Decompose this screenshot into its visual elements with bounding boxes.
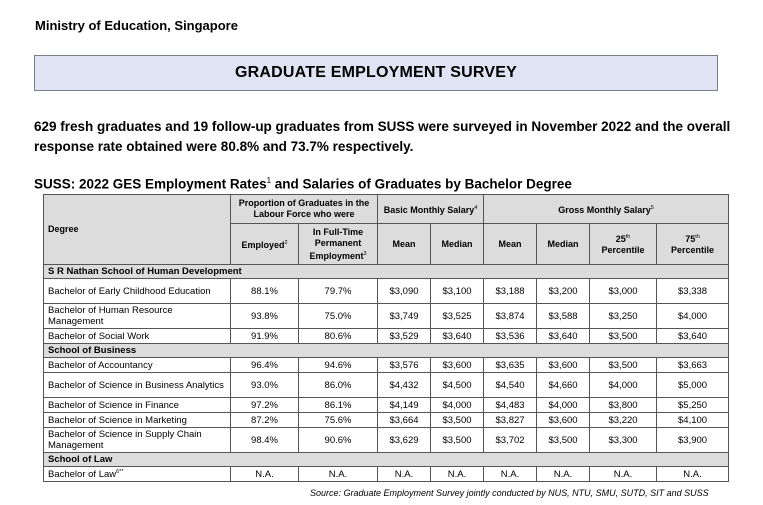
survey-title-banner (34, 55, 718, 91)
header-basic-mean: Mean (378, 224, 431, 265)
basic-median: N.A. (431, 467, 484, 482)
header-75th-number: 75 (685, 234, 696, 244)
degree-footnote: 6** (116, 469, 124, 476)
percentile-75: N.A. (657, 467, 729, 482)
header-full-time (299, 224, 378, 265)
header-75th-label: Percentile (671, 245, 715, 255)
gross-mean: $3,702 (484, 428, 537, 453)
basic-mean: $3,749 (378, 304, 431, 329)
degree-name (44, 304, 231, 329)
employed-rate: 93.0% (231, 373, 299, 398)
survey-title: GRADUATE EMPLOYMENT SURVEY (235, 64, 517, 81)
basic-median: $4,500 (431, 373, 484, 398)
degree-name (44, 467, 231, 482)
full-time-rate: 90.6% (299, 428, 378, 453)
percentile-25: $3,300 (590, 428, 657, 453)
table-row (44, 279, 729, 304)
header-employed-footnote: 2 (284, 239, 288, 246)
degree-name-text: Bachelor of Science in Finance (48, 399, 179, 411)
header-employed-text: Employed (241, 239, 285, 250)
basic-mean: $4,432 (378, 373, 431, 398)
school-header-row (44, 344, 729, 358)
table-caption-text: SUSS: 2022 GES Employment Rates (34, 176, 267, 192)
header-proportion: Proportion of Graduates in the Labour Force who were (231, 195, 378, 224)
header-basic-salary-text: Basic Monthly Salary (383, 204, 475, 215)
header-basic-salary (378, 195, 484, 224)
percentile-25: $3,220 (590, 413, 657, 428)
degree-name (44, 358, 231, 373)
percentile-25: $4,000 (590, 373, 657, 398)
percentile-75: $4,100 (657, 413, 729, 428)
percentile-25: $3,000 (590, 279, 657, 304)
header-employed (231, 224, 299, 265)
table-caption-footnote: 1 (266, 176, 272, 185)
employed-rate: 98.4% (231, 428, 299, 453)
gross-mean: $3,635 (484, 358, 537, 373)
percentile-75: $3,338 (657, 279, 729, 304)
header-gross-mean: Mean (484, 224, 537, 265)
organization-name: Ministry of Education, Singapore (35, 18, 238, 33)
header-gross-median: Median (537, 224, 590, 265)
table-caption (34, 176, 572, 192)
basic-mean: $4,149 (378, 398, 431, 413)
gross-median: N.A. (537, 467, 590, 482)
basic-median: $4,000 (431, 398, 484, 413)
degree-name (44, 428, 231, 453)
basic-median: $3,500 (431, 413, 484, 428)
header-gross-salary (484, 195, 729, 224)
degree-name (44, 329, 231, 344)
gross-mean: N.A. (484, 467, 537, 482)
intro-paragraph: 629 fresh graduates and 19 follow-up graduates from SUSS were surveyed in November 2022 and the overall response rate obtained were 80.8% and 73.7% respectively. (34, 119, 731, 154)
gross-median: $3,640 (537, 329, 590, 344)
table-row (44, 413, 729, 428)
table-row (44, 467, 729, 482)
gross-mean: $3,536 (484, 329, 537, 344)
school-name: School of Law (44, 453, 729, 467)
degree-name-text: Bachelor of Science in Marketing (48, 414, 187, 426)
basic-median: $3,100 (431, 279, 484, 304)
school-header-row (44, 453, 729, 467)
gross-median: $3,588 (537, 304, 590, 329)
header-full-time-text: In Full-Time Permanent Employment (309, 226, 364, 261)
percentile-25: $3,500 (590, 358, 657, 373)
percentile-75: $3,900 (657, 428, 729, 453)
full-time-rate: 86.1% (299, 398, 378, 413)
header-25th-number: 25 (615, 234, 626, 244)
percentile-75: $3,663 (657, 358, 729, 373)
employed-rate: 91.9% (231, 329, 299, 344)
gross-median: $4,660 (537, 373, 590, 398)
full-time-rate: 94.6% (299, 358, 378, 373)
degree-name (44, 373, 231, 398)
full-time-rate: 75.6% (299, 413, 378, 428)
basic-median: $3,500 (431, 428, 484, 453)
degree-name-text: Bachelor of Early Childhood Education (48, 285, 211, 297)
basic-mean: N.A. (378, 467, 431, 482)
header-25th-percentile (590, 224, 657, 265)
header-25th-label: Percentile (601, 245, 645, 255)
header-gross-salary-text: Gross Monthly Salary (558, 204, 651, 215)
degree-name-text: Bachelor of Science in Business Analytics (48, 379, 224, 391)
employed-rate: 93.8% (231, 304, 299, 329)
employed-rate: 88.1% (231, 279, 299, 304)
degree-name-text: Bachelor of Social Work (48, 330, 150, 342)
percentile-25: $3,500 (590, 329, 657, 344)
percentile-75: $4,000 (657, 304, 729, 329)
basic-median: $3,525 (431, 304, 484, 329)
source-note: Source: Graduate Employment Survey jointly conducted by NUS, NTU, SMU, SUTD, SIT and SUSS (310, 488, 709, 498)
basic-mean: $3,529 (378, 329, 431, 344)
percentile-25: $3,800 (590, 398, 657, 413)
degree-name (44, 413, 231, 428)
full-time-rate: 86.0% (299, 373, 378, 398)
header-full-time-footnote: 3 (363, 250, 367, 257)
gross-mean: $3,827 (484, 413, 537, 428)
gross-median: $3,600 (537, 358, 590, 373)
gross-median: $4,000 (537, 398, 590, 413)
percentile-75: $5,250 (657, 398, 729, 413)
degree-name-text: Bachelor of Human Resource Management (48, 305, 173, 327)
employment-table (43, 194, 729, 482)
gross-mean: $4,483 (484, 398, 537, 413)
percentile-75: $5,000 (657, 373, 729, 398)
employed-rate: 87.2% (231, 413, 299, 428)
table-row (44, 373, 729, 398)
header-75th-suffix: th (695, 234, 700, 240)
basic-mean: $3,576 (378, 358, 431, 373)
table-row (44, 398, 729, 413)
degree-name-text: Bachelor of Accountancy (48, 359, 153, 371)
percentile-25: N.A. (590, 467, 657, 482)
table-row (44, 329, 729, 344)
degree-name (44, 279, 231, 304)
school-name: S R Nathan School of Human Development (44, 265, 729, 279)
employed-rate: N.A. (231, 467, 299, 482)
basic-mean: $3,090 (378, 279, 431, 304)
basic-mean: $3,664 (378, 413, 431, 428)
table-row (44, 428, 729, 453)
gross-mean: $4,540 (484, 373, 537, 398)
gross-median: $3,200 (537, 279, 590, 304)
header-degree: Degree (44, 195, 231, 265)
header-gross-salary-footnote: 5 (650, 204, 654, 211)
degree-name-text: Bachelor of Science in Supply Chain Management (48, 429, 202, 451)
percentile-25: $3,250 (590, 304, 657, 329)
gross-mean: $3,188 (484, 279, 537, 304)
degree-name (44, 398, 231, 413)
employed-rate: 97.2% (231, 398, 299, 413)
header-75th-percentile (657, 224, 729, 265)
degree-name-text: Bachelor of Law (48, 469, 117, 481)
employed-rate: 96.4% (231, 358, 299, 373)
basic-mean: $3,629 (378, 428, 431, 453)
table-body (44, 265, 729, 482)
full-time-rate: 75.0% (299, 304, 378, 329)
percentile-75: $3,640 (657, 329, 729, 344)
header-basic-median: Median (431, 224, 484, 265)
gross-mean: $3,874 (484, 304, 537, 329)
gross-median: $3,600 (537, 413, 590, 428)
full-time-rate: 79.7% (299, 279, 378, 304)
basic-median: $3,600 (431, 358, 484, 373)
header-25th-suffix: th (625, 234, 631, 240)
gross-median: $3,500 (537, 428, 590, 453)
table-caption-rest: and Salaries of Graduates by Bachelor Degree (271, 176, 572, 192)
school-name: School of Business (44, 344, 729, 358)
table-row (44, 358, 729, 373)
school-header-row (44, 265, 729, 279)
table-row (44, 304, 729, 329)
basic-median: $3,640 (431, 329, 484, 344)
full-time-rate: N.A. (299, 467, 378, 482)
header-basic-salary-footnote: 4 (474, 204, 478, 211)
full-time-rate: 80.6% (299, 329, 378, 344)
